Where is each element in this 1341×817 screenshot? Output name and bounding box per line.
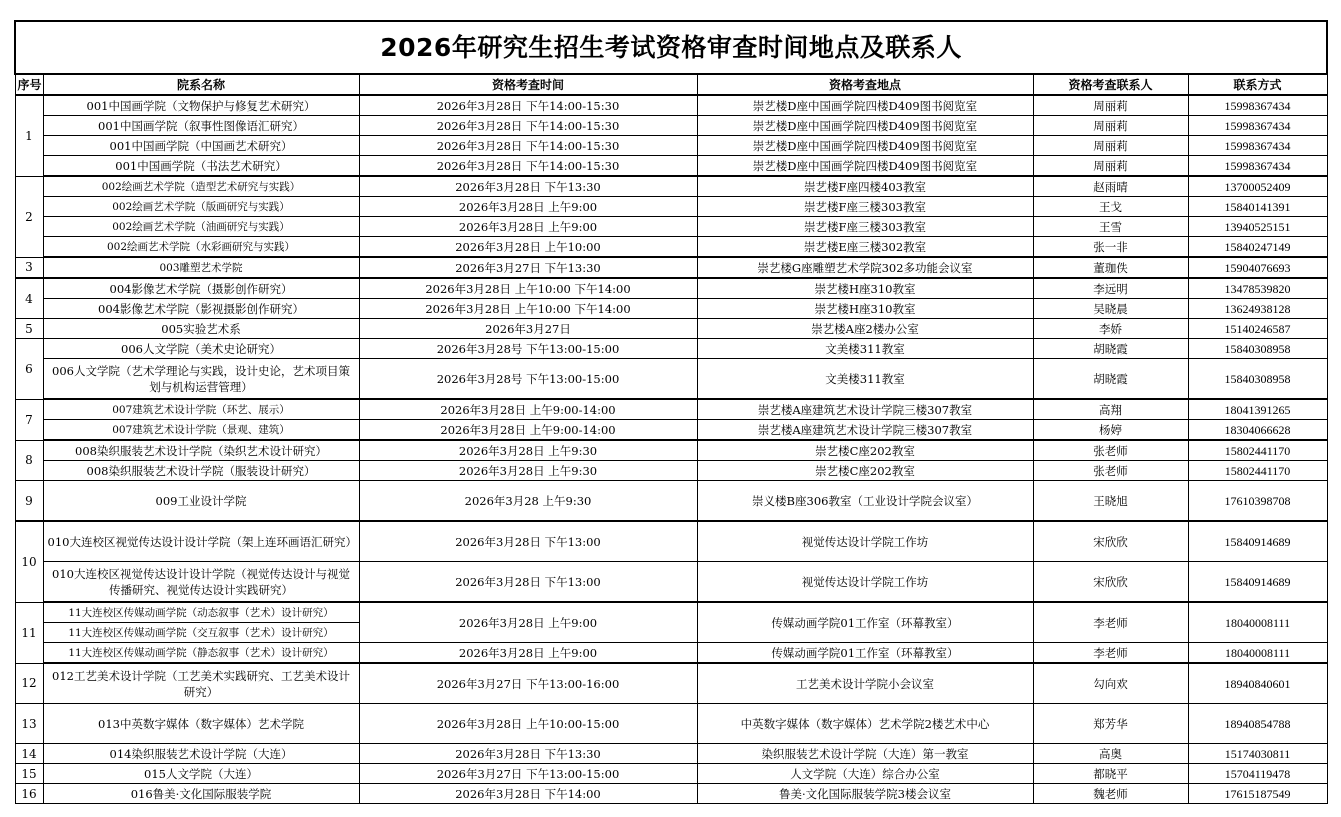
contact-cell: 周丽莉: [1033, 116, 1188, 136]
dept-cell: 014染织服装艺术设计学院（大连）: [43, 744, 359, 764]
location-cell: 崇艺楼D座中国画学院四楼D409图书阅览室: [697, 156, 1033, 177]
contact-cell: 杨婷: [1033, 420, 1188, 441]
seq-cell: 10: [15, 521, 43, 602]
contact-cell: 董珈佚: [1033, 257, 1188, 278]
dept-cell: 012工艺美术设计学院（工艺美术实践研究、工艺美术设计研究）: [43, 663, 359, 704]
time-cell: 2026年3月28日 上午9:00: [359, 217, 697, 237]
qualification-review-table: [14, 20, 1328, 804]
location-cell: 崇艺楼H座310教室: [697, 299, 1033, 319]
seq-cell: 6: [15, 339, 43, 400]
contact-cell: 李娇: [1033, 319, 1188, 339]
time-cell: 2026年3月27日 下午13:00-15:00: [359, 764, 697, 784]
time-cell: 2026年3月28日 下午13:00: [359, 521, 697, 562]
seq-cell: 7: [15, 399, 43, 440]
time-cell: 2026年3月28日 上午9:30: [359, 440, 697, 461]
contact-cell: 宋欣欣: [1033, 521, 1188, 562]
location-cell: 视觉传达设计学院工作坊: [697, 521, 1033, 562]
dept-cell: 010大连校区视觉传达设计设计学院（架上连环画语汇研究）: [43, 521, 359, 562]
phone-cell: 13940525151: [1188, 217, 1327, 237]
header-seq: 序号: [15, 74, 43, 95]
phone-cell: 18940840601: [1188, 663, 1327, 704]
contact-cell: 胡晓霞: [1033, 359, 1188, 400]
contact-cell: 周丽莉: [1033, 95, 1188, 116]
dept-cell: 002绘画艺术学院（版画研究与实践）: [43, 197, 359, 217]
phone-cell: 15998367434: [1188, 95, 1327, 116]
phone-cell: 15140246587: [1188, 319, 1327, 339]
seq-cell: 14: [15, 744, 43, 764]
dept-cell: 001中国画学院（叙事性图像语汇研究）: [43, 116, 359, 136]
contact-cell: 胡晓霞: [1033, 339, 1188, 359]
location-cell: 崇艺楼D座中国画学院四楼D409图书阅览室: [697, 116, 1033, 136]
table-title: 2026年研究生招生考试资格审查时间地点及联系人: [15, 21, 1327, 74]
phone-cell: 15840914689: [1188, 562, 1327, 603]
time-cell: 2026年3月28日 下午14:00: [359, 784, 697, 804]
seq-cell: 2: [15, 176, 43, 257]
phone-cell: 15998367434: [1188, 116, 1327, 136]
dept-cell: 11大连校区传媒动画学院（交互叙事（艺术）设计研究）: [43, 623, 359, 643]
seq-cell: 13: [15, 704, 43, 744]
location-cell: 崇艺楼H座310教室: [697, 278, 1033, 299]
time-cell: 2026年3月28日 上午9:00: [359, 643, 697, 664]
phone-cell: 15998367434: [1188, 156, 1327, 177]
location-cell: 崇艺楼A座2楼办公室: [697, 319, 1033, 339]
seq-cell: 5: [15, 319, 43, 339]
phone-cell: 13700052409: [1188, 176, 1327, 197]
header-dept: 院系名称: [43, 74, 359, 95]
location-cell: 人文学院（大连）综合办公室: [697, 764, 1033, 784]
phone-cell: 15840914689: [1188, 521, 1327, 562]
contact-cell: 赵雨晴: [1033, 176, 1188, 197]
location-cell: 崇艺楼C座202教室: [697, 440, 1033, 461]
time-cell: 2026年3月27日 下午13:30: [359, 257, 697, 278]
seq-cell: 3: [15, 257, 43, 278]
location-cell: 崇艺楼C座202教室: [697, 461, 1033, 481]
time-cell: 2026年3月27日 下午13:00-16:00: [359, 663, 697, 704]
location-cell: 崇艺楼F座四楼403教室: [697, 176, 1033, 197]
time-cell: 2026年3月28日 下午13:30: [359, 176, 697, 197]
phone-cell: 17615187549: [1188, 784, 1327, 804]
dept-cell: 002绘画艺术学院（造型艺术研究与实践）: [43, 176, 359, 197]
time-cell: 2026年3月28日 下午14:00-15:30: [359, 156, 697, 177]
dept-cell: 11大连校区传媒动画学院（静态叙事（艺术）设计研究）: [43, 643, 359, 664]
contact-cell: 高翔: [1033, 399, 1188, 420]
location-cell: 文美楼311教室: [697, 339, 1033, 359]
seq-cell: 1: [15, 95, 43, 176]
dept-cell: 004影像艺术学院（摄影创作研究）: [43, 278, 359, 299]
phone-cell: 15840308958: [1188, 359, 1327, 400]
seq-cell: 4: [15, 278, 43, 319]
time-cell: 2026年3月28日 下午14:00-15:30: [359, 95, 697, 116]
time-cell: 2026年3月28号 下午13:00-15:00: [359, 359, 697, 400]
location-cell: 崇艺楼A座建筑艺术设计学院三楼307教室: [697, 399, 1033, 420]
time-cell: 2026年3月28日 上午9:00: [359, 602, 697, 643]
location-cell: 崇艺楼F座三楼303教室: [697, 197, 1033, 217]
time-cell: 2026年3月28日 上午10:00-15:00: [359, 704, 697, 744]
location-cell: 传媒动画学院01工作室（环幕教室）: [697, 602, 1033, 643]
phone-cell: 15840308958: [1188, 339, 1327, 359]
dept-cell: 003雕塑艺术学院: [43, 257, 359, 278]
contact-cell: 吴晓晨: [1033, 299, 1188, 319]
seq-cell: 16: [15, 784, 43, 804]
phone-cell: 13624938128: [1188, 299, 1327, 319]
phone-cell: 18304066628: [1188, 420, 1327, 441]
time-cell: 2026年3月28日 上午10:00 下午14:00: [359, 278, 697, 299]
dept-cell: 002绘画艺术学院（水彩画研究与实践）: [43, 237, 359, 258]
time-cell: 2026年3月27日: [359, 319, 697, 339]
phone-cell: 15802441170: [1188, 461, 1327, 481]
dept-cell: 002绘画艺术学院（油画研究与实践）: [43, 217, 359, 237]
dept-cell: 008染织服装艺术设计学院（染织艺术设计研究）: [43, 440, 359, 461]
header-time: 资格考查时间: [359, 74, 697, 95]
phone-cell: 15174030811: [1188, 744, 1327, 764]
dept-cell: 007建筑艺术设计学院（环艺、展示）: [43, 399, 359, 420]
seq-cell: 9: [15, 481, 43, 522]
dept-cell: 015人文学院（大连）: [43, 764, 359, 784]
seq-cell: 8: [15, 440, 43, 481]
location-cell: 工艺美术设计学院小会议室: [697, 663, 1033, 704]
phone-cell: 15840247149: [1188, 237, 1327, 258]
location-cell: 鲁美·文化国际服装学院3楼会议室: [697, 784, 1033, 804]
phone-cell: 15802441170: [1188, 440, 1327, 461]
time-cell: 2026年3月28日 上午9:00: [359, 197, 697, 217]
seq-cell: 15: [15, 764, 43, 784]
seq-cell: 12: [15, 663, 43, 704]
location-cell: 崇艺楼D座中国画学院四楼D409图书阅览室: [697, 95, 1033, 116]
time-cell: 2026年3月28日 上午9:00-14:00: [359, 399, 697, 420]
location-cell: 视觉传达设计学院工作坊: [697, 562, 1033, 603]
phone-cell: 15998367434: [1188, 136, 1327, 156]
dept-cell: 013中英数字媒体（数字媒体）艺术学院: [43, 704, 359, 744]
dept-cell: 001中国画学院（中国画艺术研究）: [43, 136, 359, 156]
spreadsheet-page: [14, 20, 1328, 804]
contact-cell: 张老师: [1033, 440, 1188, 461]
contact-cell: 周丽莉: [1033, 136, 1188, 156]
time-cell: 2026年3月28日 上午10:00 下午14:00: [359, 299, 697, 319]
location-cell: 中英数字媒体（数字媒体）艺术学院2楼艺术中心: [697, 704, 1033, 744]
time-cell: 2026年3月28日 下午14:00-15:30: [359, 136, 697, 156]
location-cell: 文美楼311教室: [697, 359, 1033, 400]
dept-cell: 004影像艺术学院（影视摄影创作研究）: [43, 299, 359, 319]
header-phone: 联系方式: [1188, 74, 1327, 95]
time-cell: 2026年3月28日 上午10:00: [359, 237, 697, 258]
dept-cell: 016鲁美·文化国际服装学院: [43, 784, 359, 804]
contact-cell: 王雪: [1033, 217, 1188, 237]
time-cell: 2026年3月28日 下午14:00-15:30: [359, 116, 697, 136]
time-cell: 2026年3月28号 下午13:00-15:00: [359, 339, 697, 359]
phone-cell: 15904076693: [1188, 257, 1327, 278]
dept-cell: 001中国画学院（文物保护与修复艺术研究）: [43, 95, 359, 116]
phone-cell: 17610398708: [1188, 481, 1327, 522]
phone-cell: 15840141391: [1188, 197, 1327, 217]
location-cell: 染织服装艺术设计学院（大连）第一教室: [697, 744, 1033, 764]
dept-cell: 009工业设计学院: [43, 481, 359, 522]
contact-cell: 都晓平: [1033, 764, 1188, 784]
contact-cell: 宋欣欣: [1033, 562, 1188, 603]
contact-cell: 勾向欢: [1033, 663, 1188, 704]
contact-cell: 王晓旭: [1033, 481, 1188, 522]
phone-cell: 15704119478: [1188, 764, 1327, 784]
location-cell: 崇艺楼D座中国画学院四楼D409图书阅览室: [697, 136, 1033, 156]
contact-cell: 周丽莉: [1033, 156, 1188, 177]
contact-cell: 李老师: [1033, 602, 1188, 643]
phone-cell: 18041391265: [1188, 399, 1327, 420]
location-cell: 崇艺楼F座三楼303教室: [697, 217, 1033, 237]
seq-cell: 11: [15, 602, 43, 663]
dept-cell: 006人文学院（艺术学理论与实践，设计史论，艺术项目策划与机构运营管理）: [43, 359, 359, 400]
dept-cell: 001中国画学院（书法艺术研究）: [43, 156, 359, 177]
location-cell: 崇艺楼G座雕塑艺术学院302多功能会议室: [697, 257, 1033, 278]
contact-cell: 张老师: [1033, 461, 1188, 481]
location-cell: 传媒动画学院01工作室（环幕教室）: [697, 643, 1033, 664]
time-cell: 2026年3月28日 上午9:00-14:00: [359, 420, 697, 441]
time-cell: 2026年3月28日 下午13:00: [359, 562, 697, 603]
location-cell: 崇艺楼E座三楼302教室: [697, 237, 1033, 258]
contact-cell: 李远明: [1033, 278, 1188, 299]
time-cell: 2026年3月28日 下午13:30: [359, 744, 697, 764]
location-cell: 崇艺楼A座建筑艺术设计学院三楼307教室: [697, 420, 1033, 441]
time-cell: 2026年3月28日 上午9:30: [359, 461, 697, 481]
dept-cell: 11大连校区传媒动画学院（动态叙事（艺术）设计研究）: [43, 602, 359, 623]
dept-cell: 010大连校区视觉传达设计设计学院（视觉传达设计与视觉传播研究、视觉传达设计实践研究）: [43, 562, 359, 603]
dept-cell: 006人文学院（美术史论研究）: [43, 339, 359, 359]
contact-cell: 王戈: [1033, 197, 1188, 217]
phone-cell: 18040008111: [1188, 602, 1327, 643]
phone-cell: 13478539820: [1188, 278, 1327, 299]
contact-cell: 张一非: [1033, 237, 1188, 258]
header-contact: 资格考查联系人: [1033, 74, 1188, 95]
contact-cell: 魏老师: [1033, 784, 1188, 804]
location-cell: 崇义楼B座306教室（工业设计学院会议室）: [697, 481, 1033, 522]
dept-cell: 008染织服装艺术设计学院（服装设计研究）: [43, 461, 359, 481]
header-location: 资格考查地点: [697, 74, 1033, 95]
phone-cell: 18040008111: [1188, 643, 1327, 664]
contact-cell: 高奥: [1033, 744, 1188, 764]
dept-cell: 005实验艺术系: [43, 319, 359, 339]
time-cell: 2026年3月28 上午9:30: [359, 481, 697, 522]
dept-cell: 007建筑艺术设计学院（景观、建筑）: [43, 420, 359, 441]
contact-cell: 李老师: [1033, 643, 1188, 664]
contact-cell: 郑芳华: [1033, 704, 1188, 744]
phone-cell: 18940854788: [1188, 704, 1327, 744]
